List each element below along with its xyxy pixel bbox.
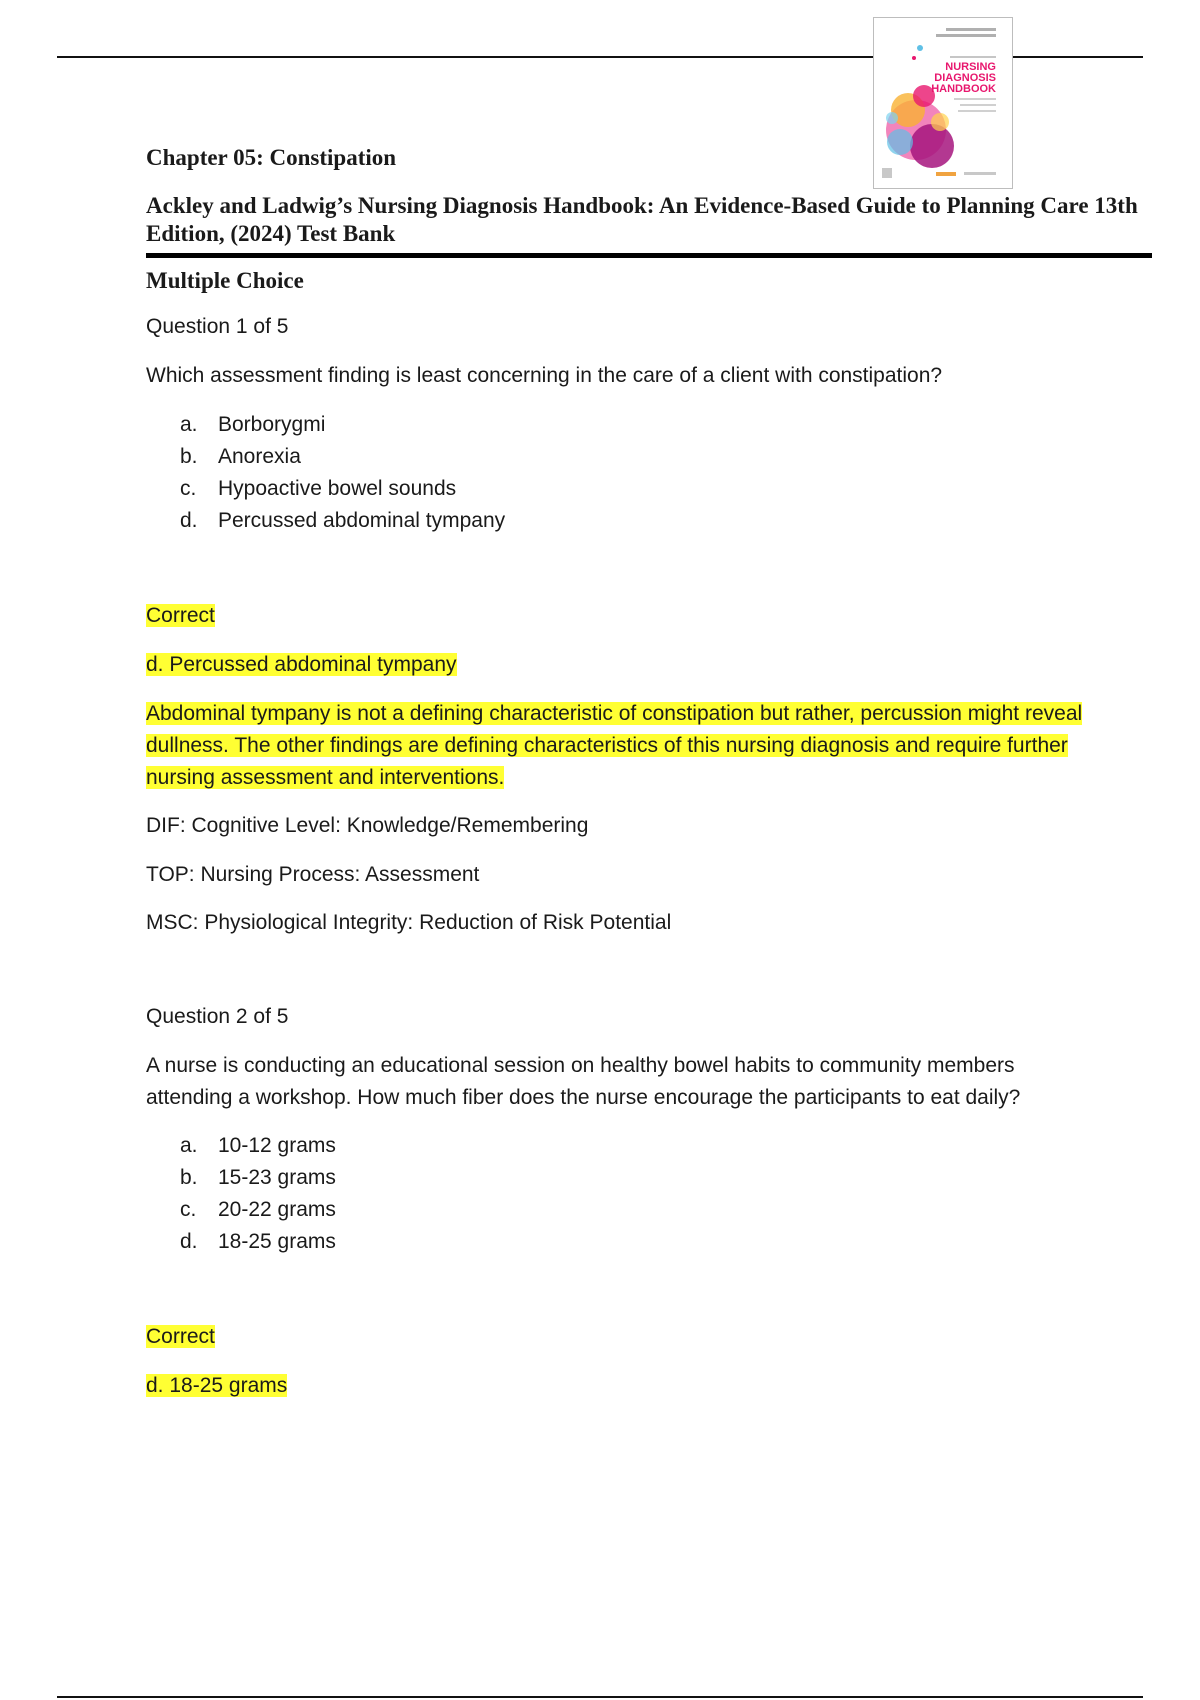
- option-text: Percussed abdominal tympany: [218, 509, 506, 532]
- question-2-options: [180, 1130, 336, 1258]
- option-a: [180, 1130, 336, 1162]
- option-text: 20-22 grams: [218, 1198, 336, 1221]
- chapter-heading: Chapter 05: Constipation: [146, 145, 397, 170]
- correct-label: Correct: [146, 604, 215, 627]
- option-text: Borborygmi: [218, 413, 326, 436]
- question-1-stem: Which assessment finding is least concerning in the care of a client with constipation?: [146, 364, 943, 387]
- answer-text: d. Percussed abdominal tympany: [146, 653, 457, 676]
- option-b: [180, 441, 505, 473]
- option-a: [180, 409, 505, 441]
- option-letter: c.: [180, 477, 197, 500]
- question-1-dif: DIF: Cognitive Level: Knowledge/Remembering: [146, 814, 589, 837]
- cover-title-line-3: HANDBOOK: [931, 83, 996, 95]
- question-1-rationale: [146, 698, 1106, 794]
- cover-title-line-1: NURSING: [945, 61, 996, 73]
- rationale-text: Abdominal tympany is not a defining characteristic of constipation but rather, percussion might reveal dullness. The other findings are defining characteristics of this nursing diagnosis and require further nursing assessment and interventions.: [146, 702, 1083, 789]
- option-c: [180, 473, 505, 505]
- option-letter: b.: [180, 1166, 198, 1189]
- book-title: Ackley and Ladwig’s Nursing Diagnosis Handbook: An Evidence-Based Guide to Planning Care 13th Edition, (2024) Test Bank: [146, 193, 1138, 246]
- option-text: 10-12 grams: [218, 1134, 336, 1157]
- question-2-correct-label: [146, 1321, 215, 1353]
- question-2-counter: Question 2 of 5: [146, 1005, 289, 1028]
- section-heading: Multiple Choice: [146, 268, 304, 293]
- option-text: Anorexia: [218, 445, 301, 468]
- option-letter: d.: [180, 509, 198, 532]
- option-b: [180, 1162, 336, 1194]
- option-letter: d.: [180, 1230, 198, 1253]
- question-1-correct-label: [146, 600, 215, 632]
- footer-rule: [57, 1696, 1143, 1698]
- option-letter: a.: [180, 1134, 198, 1157]
- option-text: 18-25 grams: [218, 1230, 336, 1253]
- option-d: [180, 505, 505, 537]
- option-letter: c.: [180, 1198, 197, 1221]
- option-text: Hypoactive bowel sounds: [218, 477, 457, 500]
- question-1-options: [180, 409, 505, 537]
- book-cover-image: [873, 17, 1013, 189]
- option-c: [180, 1194, 336, 1226]
- question-1-top: TOP: Nursing Process: Assessment: [146, 863, 480, 886]
- title-divider: [146, 253, 1152, 258]
- option-letter: a.: [180, 413, 198, 436]
- option-text: 15-23 grams: [218, 1166, 336, 1189]
- cover-title-line-2: DIAGNOSIS: [934, 72, 996, 84]
- question-1-msc: MSC: Physiological Integrity: Reduction of Risk Potential: [146, 911, 672, 934]
- option-letter: b.: [180, 445, 198, 468]
- correct-label: Correct: [146, 1325, 215, 1348]
- option-d: [180, 1226, 336, 1258]
- question-1-answer: [146, 649, 457, 681]
- question-1-counter: Question 1 of 5: [146, 315, 289, 338]
- question-2-answer: [146, 1370, 287, 1402]
- question-2-stem: A nurse is conducting an educational session on healthy bowel habits to community members attending a workshop. How much fiber does the nurse encourage the participants to eat daily?: [146, 1054, 1021, 1109]
- answer-text: d. 18-25 grams: [146, 1374, 288, 1397]
